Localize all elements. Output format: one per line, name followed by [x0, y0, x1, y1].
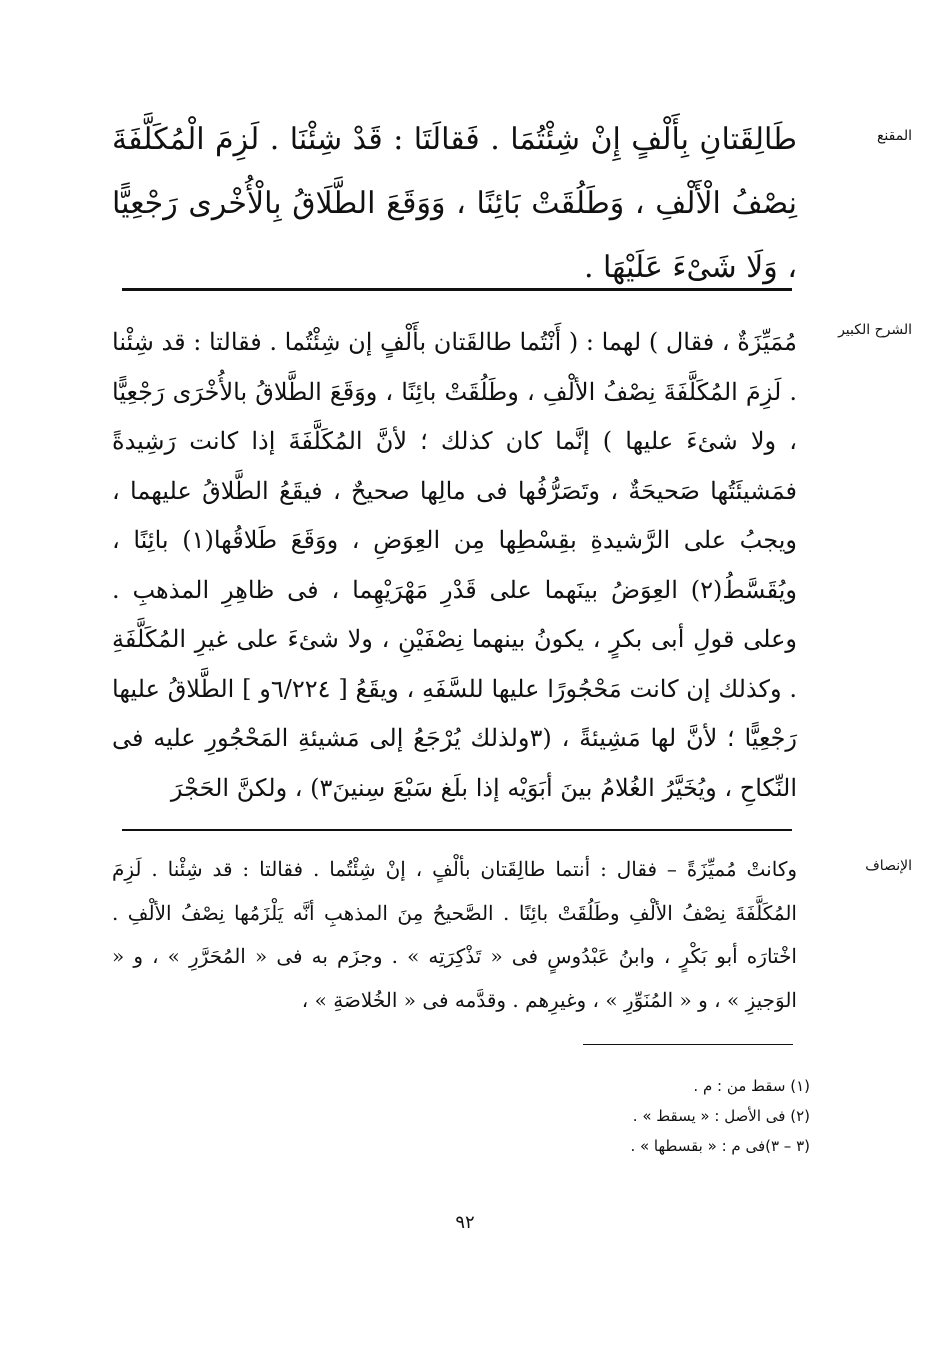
footnotes [420, 1071, 810, 1161]
sharh-section-label: الشرح الكبير [838, 322, 912, 338]
footnote-1: (١) سقط من : م . [693, 1077, 810, 1095]
section-divider-middle [122, 829, 792, 831]
insaf-text: وكانتْ مُميِّزَةً – فقال : أنتما طالِقَتان بألْفٍ ، إنْ شِئْتُما . فقالتا : قد شِئْنا . لَزِمَ المُكَلَّفَةَ نِصْفُ الألْفِ وطَلُقَتْ بائِنًا . الصَّحيحُ مِنَ المذهبِ أنَّه يَلْزَمُها نِصْفُ الألْفِ . اخْتارَه أبو بَكْرٍ ، وابنُ عَبْدُوسٍ فى « تَذْكِرَتِه » . وجزَم به فى « المُحَرَّرِ » ، و « الوَجيزِ » ، و « المُنَوِّرِ » ، وغيرِهم . وقدَّمه فى « الخُلاصَةِ » ، [112, 857, 797, 1012]
footnote-2: (٢) فى الأصل : « يسقط » . [632, 1107, 810, 1125]
footnote-divider [583, 1044, 793, 1045]
muqni-section-label: المقنع [876, 128, 912, 144]
muqni-text: طَالِقَتانِ بِأَلْفٍ إِنْ شِئْتُمَا . فَقالَتَا : قَدْ شِئْنَا . لَزِمَ الْمُكَلَّفَةَ نِصْفُ الْأَلْفِ ، وَطَلُقَتْ بَائِنًا ، وَوَقَعَ الطَّلَاقُ بِالْأُخْرى رَجْعِيًّا ، وَلَا شَىْءَ عَلَيْهَا . [112, 122, 797, 285]
footnote-3: (٣ – ٣)فى م : « بقسطها » . [630, 1137, 810, 1155]
insaf-text-block [112, 848, 797, 1022]
sharh-text-block [112, 318, 797, 813]
page-number: ٩٢ [455, 1212, 475, 1233]
insaf-section-label: الإنصاف [865, 858, 912, 874]
sharh-text: مُمَيِّزَةٌ ، فقال ) لهما : ( أَنْتُما طالقَتان بأَلْفٍ إن شِئْتُما . فقالتا : قد شِئْنا . لَزِمَ المُكَلَّفَةَ نِصْفُ الألْفِ ، وطَلُقَتْ بائِنًا ، ووَقَعَ الطَّلاقُ بالأُخْرَى رَجْعِيًّا ، ولا شئءَ عليها ) إنَّما كان كذلك ؛ لأنَّ المُكَلَّفَةَ إذا كانت رَشِيدةً فمَشيئَتُها صَحيحَةٌ ، وتَصَرُّفُها فى مالِها صحيحٌ ، فيقَعُ الطَّلاقُ عليهما ، ويجبُ على الرَّشيدةِ بقِسْطِها مِن العِوَضِ ، ووَقَعَ طَلاقُها(١) بائِنًا ، ويُقَسَّطُ(٢) العِوَضُ بينَهما على قَدْرِ مَهْرَيْهِما ، فى ظاهِرِ المذهبِ . وعلى قولِ أبى بكرٍ ، يكونُ بينهما نِصْفَيْنِ ، ولا شئءَ على غيرِ المُكَلَّفَةِ . وكذلك إن كانت مَحْجُورًا عليها للسَّفَهِ ، ويقَعُ [ ٦/٢٢٤و ] الطَّلاقُ عليها رَجْعِيًّا ؛ لأنَّ لها مَشِيئةً ، (٣ولذلك يُرْجَعُ إلى مَشيئةِ المَحْجُورِ عليه فى النِّكاحِ ، ويُخَيَّرُ الغُلامُ بينَ أبَوَيْه إذا بلَغ سَبْعَ سِنينَ٣) ، ولكنَّ الحَجْرَ [112, 328, 798, 802]
section-divider-top [122, 288, 792, 291]
muqni-text-block [112, 108, 797, 300]
